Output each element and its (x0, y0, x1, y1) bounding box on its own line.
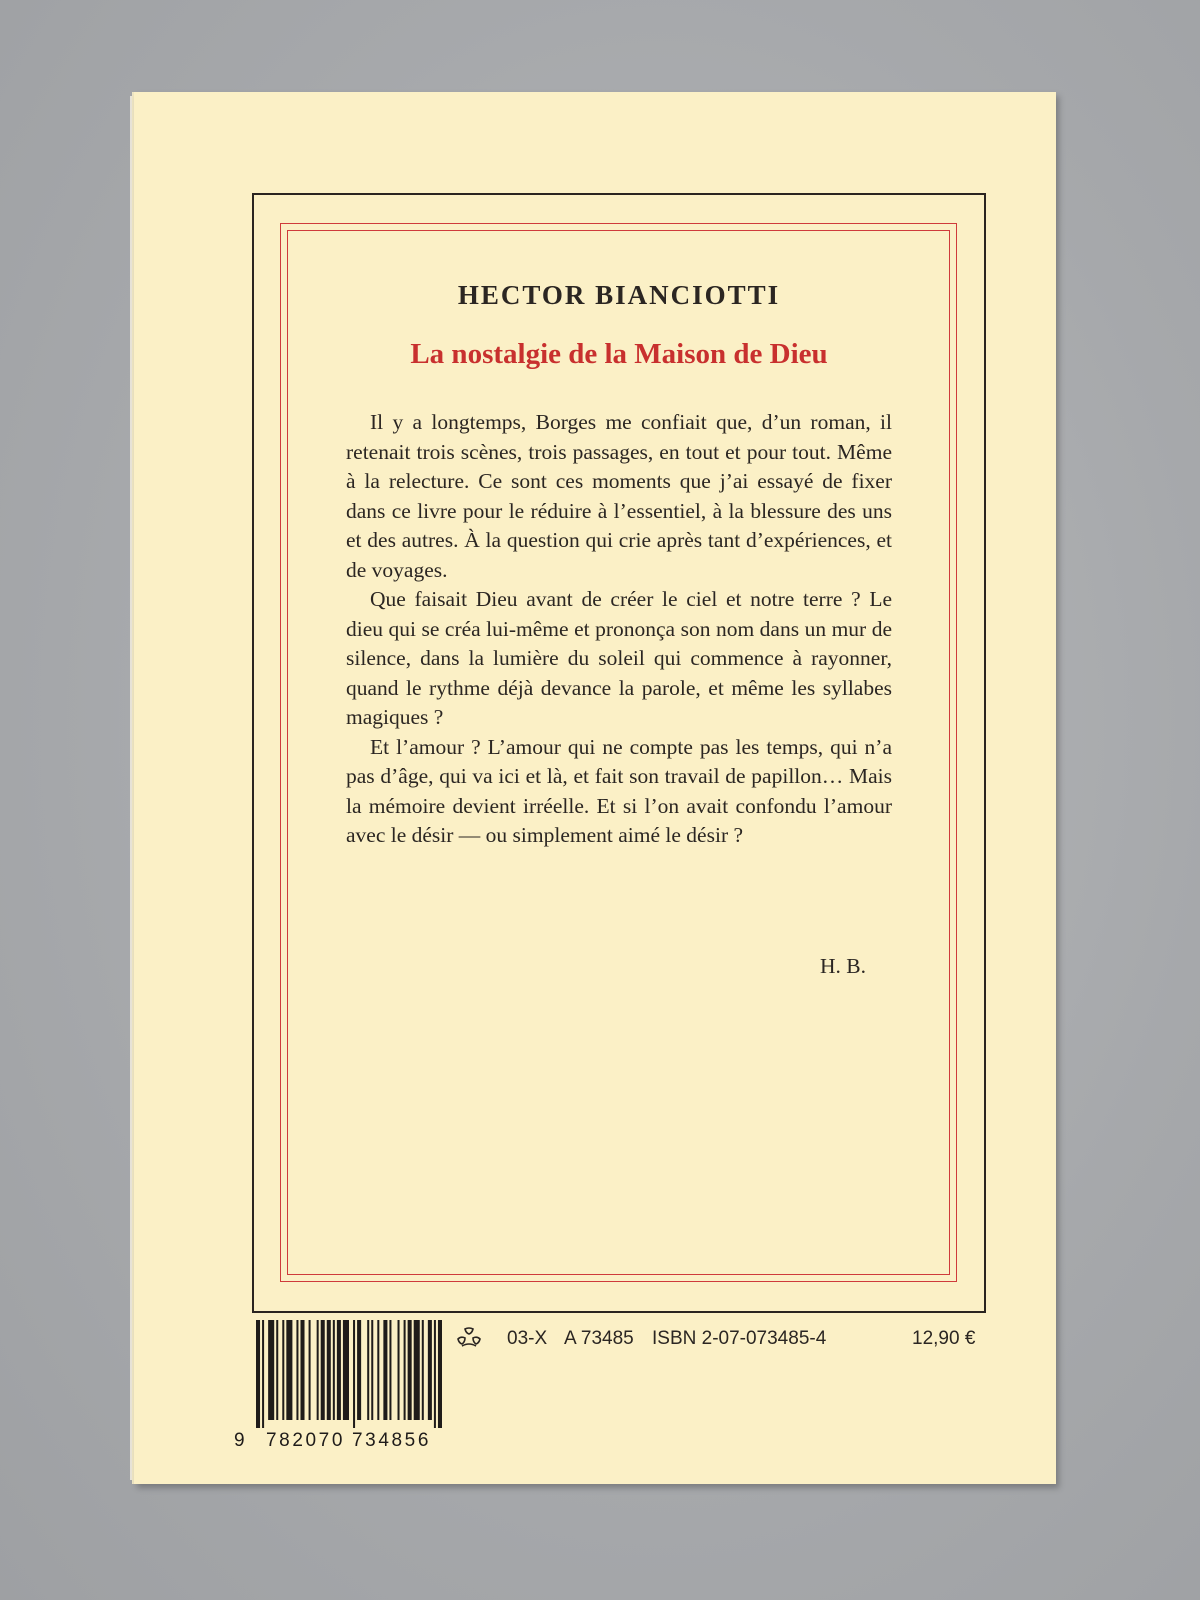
barcode-bar (296, 1320, 298, 1420)
barcode-bar (321, 1320, 325, 1420)
barcode-bar (404, 1320, 406, 1420)
barcode-bars (256, 1320, 442, 1428)
barcode-bar (317, 1320, 319, 1420)
barcode-bar (398, 1320, 400, 1420)
barcode-bar (371, 1320, 373, 1420)
book-back-cover (134, 92, 1056, 1484)
barcode-bar (343, 1320, 349, 1420)
isbn-number: ISBN 2-07-073485-4 (652, 1328, 827, 1349)
barcode-bar (422, 1320, 424, 1420)
barcode-bar (367, 1320, 369, 1420)
barcode-bar (256, 1320, 260, 1428)
barcode-bar (383, 1320, 387, 1420)
book-title: La nostalgie de la Maison de Dieu (410, 338, 828, 370)
collection-code: 03-X (507, 1328, 548, 1349)
author-initials: H. B. (820, 954, 866, 978)
publisher-logo-icon (456, 1326, 482, 1352)
reference-number: A 73485 (564, 1328, 634, 1349)
blurb-paragraph-1: Il y a longtemps, Borges me confiait que, d’un roman, il retenait trois scènes, trois passages, en tout et pour tout. Même à la relecture. Ce sont ces moments que j’ai essayé de fixer dans ce livre pour le réduire à l’essentiel, à la blessure des uns et des autres. À la question qui crie après tant d’expériences, et de voyages. (346, 410, 892, 582)
barcode-bar (428, 1320, 432, 1420)
barcode-bar (389, 1320, 391, 1420)
blurb-paragraph-2: Que faisait Dieu avant de créer le ciel et notre terre ? Le dieu qui se créa lui-même et prononça son nom dans un mur de silence, dans la lumière du soleil qui commence à rayonner, quand le rythme déjà devance la parole, et même les syllabes magiques ? (346, 587, 892, 729)
barcode-bar (327, 1320, 331, 1420)
barcode-bar (333, 1320, 335, 1420)
barcode-left-group: 782070 (266, 1430, 346, 1451)
barcode-first-digit: 9 (234, 1430, 245, 1451)
barcode-bar (262, 1320, 264, 1428)
barcode-bar (268, 1320, 274, 1420)
barcode-bar (309, 1320, 311, 1420)
ean-barcode (234, 1320, 450, 1460)
barcode-bar (377, 1320, 379, 1420)
barcode-right-group: 734856 (352, 1430, 432, 1451)
barcode-bar (408, 1320, 412, 1420)
blurb-paragraph-3: Et l’amour ? L’amour qui ne compte pas les temps, qui n’a pas d’âge, qui va ici et là, et fait son travail de papillon… Mais la mémoire devient irréelle. Et si l’on avait confondu l’amour avec le désir — ou simplement aimé le désir ? (346, 734, 892, 847)
barcode-bar (276, 1320, 278, 1420)
barcode-bar (286, 1320, 292, 1420)
barcode-bar (434, 1320, 436, 1428)
barcode-bar (353, 1320, 355, 1428)
barcode-bar (357, 1320, 361, 1420)
blurb-text (346, 408, 892, 851)
barcode-bar (282, 1320, 284, 1420)
author-name: HECTOR BIANCIOTTI (457, 280, 781, 310)
barcode-bar (337, 1320, 341, 1420)
barcode-bar (300, 1320, 304, 1420)
price-label: 12,90 € (912, 1328, 976, 1349)
barcode-bar (438, 1320, 442, 1428)
barcode-bar (414, 1320, 420, 1420)
